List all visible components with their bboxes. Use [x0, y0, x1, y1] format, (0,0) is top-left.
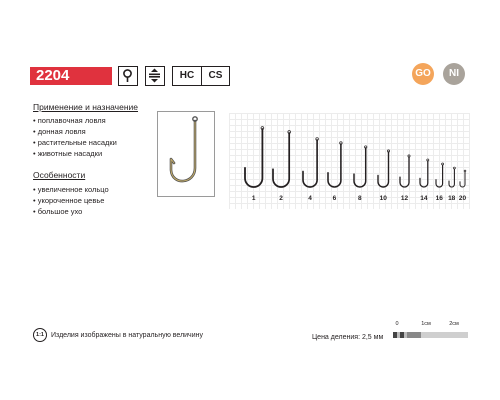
hook-size-10: [378, 152, 389, 187]
list-item: • укороченное цевье: [33, 195, 109, 206]
hook-size-8: [354, 148, 366, 187]
hook-size-label: 4: [308, 195, 312, 202]
division-label: Цена деления: 2,5 мм: [312, 334, 384, 341]
hook-eye-10: [387, 150, 389, 152]
hook-size-label: 2: [279, 195, 283, 202]
gold-coating-badge: GO: [412, 63, 434, 85]
hc-code-badge: HC: [172, 66, 202, 86]
ring-eye-icon: [118, 66, 138, 86]
application-title: Применение и назначение: [33, 102, 139, 112]
model-number-badge: 2204: [30, 67, 112, 85]
hook-closeup: [157, 111, 215, 197]
hook-size-2: [273, 133, 289, 187]
hook-eye-14: [427, 159, 429, 161]
ruler-label-2cm: 2см: [449, 321, 459, 327]
hook-size-label: 20: [458, 195, 467, 202]
hook-size-4: [303, 140, 317, 187]
list-item: • поплавочная ловля: [33, 115, 117, 126]
hook-size-14: [420, 161, 428, 187]
list-item: • донная ловля: [33, 126, 117, 137]
features-title: Особенности: [33, 170, 86, 180]
hook-size-label: 18: [448, 195, 456, 202]
nickel-coating-badge: NI: [443, 63, 465, 85]
hook-size-1: [245, 129, 262, 187]
scale-note-text: Изделия изображены в натуральную величину: [51, 331, 203, 339]
hook-size-18: [449, 169, 454, 187]
cs-code-badge: CS: [201, 66, 230, 86]
hook-size-16: [436, 165, 443, 187]
hook-size-label: 10: [379, 195, 387, 202]
hook-eye-18: [453, 167, 455, 169]
hook-size-label: 6: [332, 195, 337, 202]
hook-size-12: [400, 157, 409, 187]
list-item: • большое ухо: [33, 206, 109, 217]
hook-eye-12: [408, 155, 410, 157]
list-item: • животные насадки: [33, 148, 117, 159]
ruler-label-1cm: 1см: [421, 321, 431, 327]
application-list: [33, 115, 117, 159]
hook-size-chart: [229, 113, 470, 209]
scale-ruler: [393, 332, 468, 338]
hook-size-label: 16: [435, 195, 443, 202]
scale-badge: 1:1: [33, 328, 47, 342]
hook-size-label: 12: [400, 195, 409, 202]
hook-eye-20: [464, 170, 466, 172]
ruler-label-zero: 0: [395, 321, 399, 327]
hook-size-6: [328, 144, 341, 187]
hook-size-label: 1: [251, 195, 256, 202]
list-item: • растительные насадки: [33, 137, 117, 148]
hook-closeup-icon: [158, 112, 214, 196]
hook-size-label: 14: [420, 195, 428, 202]
length-adjust-icon: [145, 66, 165, 86]
features-list: [33, 184, 109, 217]
list-item: • увеличенное кольцо: [33, 184, 109, 195]
hook-size-20: [460, 172, 465, 187]
hook-eye-16: [442, 163, 444, 165]
hook-size-label: 8: [358, 195, 362, 202]
scale-note: [33, 328, 203, 342]
